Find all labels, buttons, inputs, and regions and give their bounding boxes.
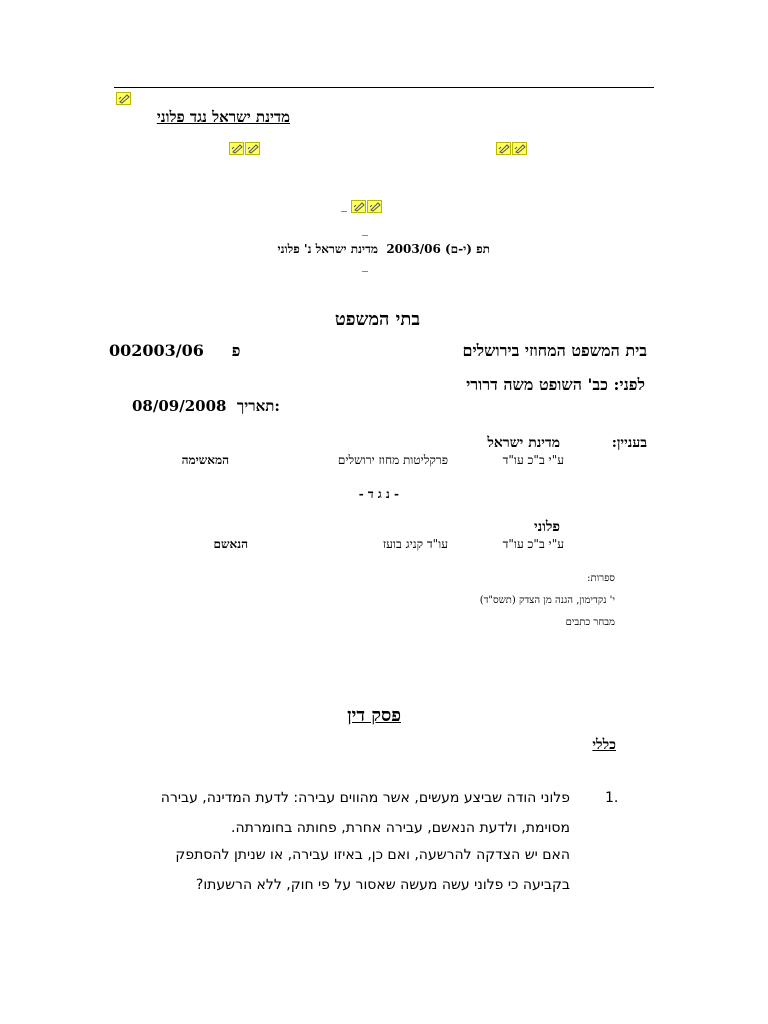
- case-reference: [277, 242, 490, 257]
- defendant-rep: עו"ד קניג בועז: [382, 537, 448, 551]
- court-name: בית המשפט המחוזי בירושלים: [462, 341, 647, 360]
- dash-2: _: [362, 222, 368, 236]
- case-type: פ: [231, 341, 241, 360]
- case-number: 002003/06: [109, 341, 204, 360]
- defendant-name: פלוני: [534, 519, 560, 535]
- edit-marker-icon: [367, 200, 382, 213]
- field-marker-pair-center[interactable]: [351, 196, 383, 215]
- field-marker[interactable]: [116, 88, 132, 107]
- edit-marker-icon: [351, 200, 366, 213]
- edit-marker-icon: [496, 142, 511, 155]
- judge-line: לפני: כב' השופט משה דרורי: [466, 375, 645, 394]
- case-id: [109, 341, 240, 361]
- paragraph-line-1: פלוני הודה שביצע מעשים, אשר מהווים עבירה: לדעת המדינה, עבירה: [160, 790, 570, 806]
- ref-prefix: תפ (י-ם): [445, 242, 490, 256]
- plaintiff-role: המאשימה: [181, 453, 229, 467]
- case-title: מדינת ישראל נגד פלוני: [156, 108, 290, 126]
- edit-marker-icon: [229, 142, 244, 155]
- courts-heading: בתי המשפט: [334, 309, 420, 330]
- plaintiff-rep-prefix: ע"י ב"כ עו"ד: [502, 453, 564, 467]
- defendant-rep-prefix: ע"י ב"כ עו"ד: [502, 537, 564, 551]
- date-value: 08/09/2008: [132, 397, 227, 415]
- ref-parties: מדינת ישראל נ' פלוני: [277, 242, 378, 256]
- defendant-role: הנאשם: [213, 537, 248, 551]
- section-heading: כללי: [592, 737, 616, 753]
- plaintiff-name: מדינת ישראל: [487, 435, 560, 451]
- paragraph-line-2: מסוימת, ולדעת הנאשם, עבירה אחרת, פחותה בחומרתה.: [231, 820, 570, 836]
- matter-label: בעניין:: [611, 435, 647, 451]
- paragraph-number: 1.: [605, 790, 619, 806]
- date-label: תאריך:: [236, 397, 280, 415]
- edit-marker-icon: [512, 142, 527, 155]
- plaintiff-rep: פרקליטות מחוז ירושלים: [337, 453, 448, 467]
- literature-item-2: מבחר כתבים: [565, 617, 615, 628]
- field-marker-pair-left[interactable]: [229, 138, 261, 157]
- verdict-title: פסק דין: [347, 705, 401, 726]
- edit-marker-icon: [116, 92, 131, 105]
- date-line: [132, 397, 280, 416]
- dash-3: _: [362, 258, 368, 272]
- field-marker-pair-right[interactable]: [496, 138, 528, 157]
- paragraph-line-3: האם יש הצדקה להרשעה, ואם כן, באיזו עבירה, או שניתן להסתפק: [175, 847, 570, 863]
- dash-1: _: [341, 198, 347, 212]
- literature-item-1: י' נקדימון, הגנה מן הצדק (תשס"ד): [479, 595, 615, 606]
- top-rule: [114, 87, 654, 88]
- paragraph-line-4: בקביעה כי פלוני עשה מעשה שאסור על פי חוק, ללא הרשעתו?: [195, 877, 570, 893]
- literature-label: ספרות:: [587, 573, 615, 584]
- ref-number: 2003/06: [386, 242, 441, 256]
- versus: - נ ג ד -: [358, 487, 399, 501]
- edit-marker-icon: [245, 142, 260, 155]
